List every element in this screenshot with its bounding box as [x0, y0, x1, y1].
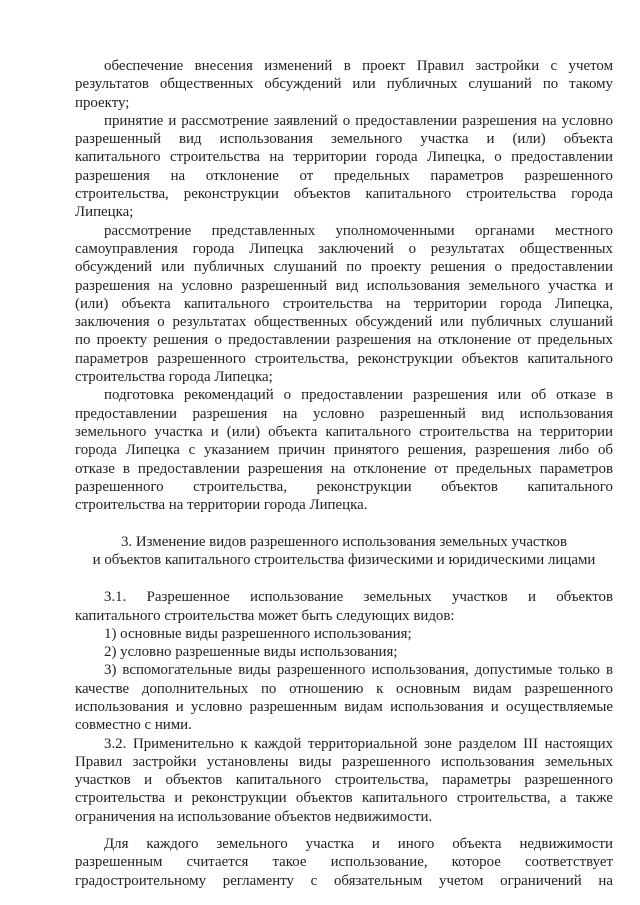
text-line: разрешенным считается такое использование, которое соответствует — [75, 854, 613, 871]
spacer — [75, 570, 613, 589]
text-line: 3.1. Разрешенное использование земельных участков и объектов — [104, 589, 613, 606]
text-line: (или) объекта капитального строительства на территории города Липецка, — [75, 295, 613, 312]
text-line: капитального строительства может быть следующих видов: — [75, 607, 455, 624]
text-line: строительства и реконструкции объектов капитального строительства, а также — [75, 790, 613, 807]
text-line: совместно с ними. — [75, 717, 192, 734]
text-line: Правил застройки установлены виды разрешенного использования земельных — [75, 753, 613, 770]
text-line: обеспечение внесения изменений в проект Правил застройки с учетом — [104, 58, 613, 74]
text-line: разрешенного строительства, реконструкции объектов капитального — [75, 478, 613, 495]
text-line: 2) условно разрешенные виды использования; — [104, 644, 398, 661]
clause-3-1 — [75, 588, 613, 625]
text-line: проекту; — [75, 94, 130, 111]
text-line: разрешенный вид использования земельного участка и (или) объекта — [75, 131, 613, 148]
spacer — [75, 826, 613, 835]
text-line: 1) основные виды разрешенного использования; — [104, 625, 412, 642]
text-line: Липецка; — [75, 204, 134, 221]
paragraph-recommendations — [75, 386, 613, 514]
text-line: участков и объектов капитального строительства, параметры разрешенного — [75, 772, 613, 789]
paragraph-applications — [75, 112, 613, 222]
text-line: рассмотрение представленных уполномоченными органами местного — [104, 222, 613, 239]
text-line: капитального строительства на территории города Липецка, о предоставлении — [75, 149, 613, 166]
text-line: градостроительному регламенту с обязательным учетом ограничений на — [75, 872, 613, 889]
list-item-main-uses — [75, 625, 613, 643]
text-line: подготовка рекомендаций о предоставлении разрешения или об отказе в — [104, 387, 613, 404]
text-line: принятие и рассмотрение заявлений о предоставлении разрешения на условно — [104, 112, 613, 129]
text-line: строительства на территории города Липецка. — [75, 497, 368, 514]
text-line: города Липецка с указанием причин принятого решения, разрешения либо об — [75, 442, 613, 459]
text-line: результатов общественных обсуждений или публичных слушаний по такому — [75, 76, 613, 93]
text-line: строительства, реконструкции объектов капитального строительства города — [75, 186, 613, 203]
section-heading-line: и объектов капитального строительства физическими и юридическими лицами — [92, 552, 596, 569]
paragraph-permitted-use — [75, 835, 613, 890]
text-line: 3) вспомогательные виды разрешенного использования, допустимые только в — [104, 662, 613, 679]
text-line: 3.2. Применительно к каждой территориальной зоне разделом III настоящих — [104, 735, 613, 752]
text-line: разрешения на условно разрешенный вид использования земельного участка и — [75, 277, 613, 294]
clause-3-2 — [75, 735, 613, 826]
spacer — [75, 514, 613, 533]
paragraph-review-conclusions — [75, 222, 613, 387]
text-line: разрешения на отклонение от предельных параметров разрешенного — [75, 167, 613, 184]
text-line: предоставлении разрешения на условно разрешенный вид использования — [75, 405, 613, 422]
text-line: отказе в предоставлении разрешения на отклонение от предельных параметров — [75, 460, 613, 477]
section-heading — [75, 533, 613, 570]
text-line: земельного участка и (или) объекта капитального строительства на территории — [75, 423, 613, 440]
text-line: обсуждений или публичных слушаний по проекту решения о предоставлении — [75, 259, 613, 276]
paragraph-amendments — [75, 57, 613, 112]
document-page — [75, 57, 613, 890]
list-item-conditional-uses — [75, 643, 613, 661]
text-line: Для каждого земельного участка и иного объекта недвижимости — [104, 836, 613, 853]
text-line: ограничения на использование объектов недвижимости. — [75, 808, 433, 825]
text-line: параметров разрешенного строительства, реконструкции объектов капитального — [75, 350, 613, 367]
text-line: заключения о результатах общественных обсуждений или публичных слушаний — [75, 314, 613, 331]
text-line: строительства города Липецка; — [75, 369, 273, 386]
text-line: качестве дополнительных по отношению к основным видам разрешенного — [75, 680, 613, 697]
section-heading-line: 3. Изменение видов разрешенного использования земельных участков — [120, 534, 568, 551]
list-item-auxiliary-uses — [75, 661, 613, 734]
text-line: использования и условно разрешенным видам использования и осуществляемые — [75, 698, 613, 715]
text-line: самоуправления города Липецка заключений о результатах общественных — [75, 240, 613, 257]
text-line: по проекту решения о предоставлении разрешения на отклонение от предельных — [75, 332, 613, 349]
